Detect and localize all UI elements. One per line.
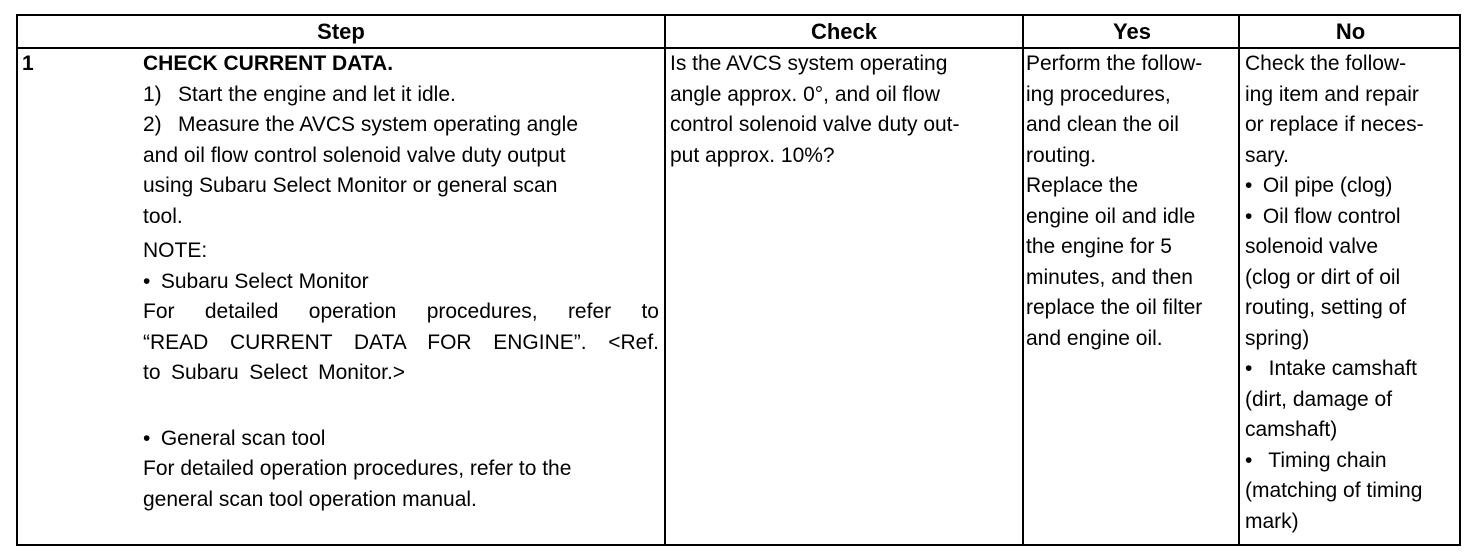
header-check: Check	[810, 19, 878, 44]
no-line: • Timing chain	[1245, 448, 1387, 472]
step-line: and oil flow control solenoid valve duty output	[143, 143, 566, 167]
step-number: 1	[22, 52, 34, 75]
column-divider	[1238, 16, 1240, 544]
yes-line: replace the oil filter	[1026, 296, 1203, 319]
no-line: • Oil flow control	[1245, 204, 1401, 228]
header-step: Step	[317, 19, 365, 44]
step-line: tool.	[143, 204, 183, 228]
no-line: camshaft)	[1245, 418, 1338, 441]
header-no: No	[1335, 19, 1366, 44]
bullet-item: • General scan tool	[143, 426, 326, 450]
step-line: 2) Measure the AVCS system operating angle	[143, 113, 579, 136]
check-line: angle approx. 0°, and oil flow	[670, 82, 940, 106]
step-line: general scan tool operation manual.	[143, 487, 477, 511]
column-divider	[664, 16, 666, 544]
yes-line: routing.	[1026, 143, 1097, 167]
no-line: or replace if neces-	[1245, 113, 1424, 136]
no-line: spring)	[1245, 326, 1310, 350]
check-cell	[670, 49, 1018, 171]
step-line: “READ CURRENT DATA FOR ENGINE”. <Ref.	[143, 330, 659, 354]
step-line: to Subaru Select Monitor.>	[143, 361, 406, 384]
no-line: • Oil pipe (clog)	[1245, 174, 1393, 197]
no-line: routing, setting of	[1245, 296, 1407, 319]
header-yes: Yes	[1113, 19, 1151, 44]
step-line: using Subaru Select Monitor or general scan	[143, 174, 558, 197]
yes-line: and clean the oil	[1026, 113, 1179, 136]
no-line: (matching of timing	[1245, 479, 1423, 502]
no-line: Check the follow-	[1245, 52, 1407, 75]
yes-line: and engine oil.	[1026, 326, 1163, 350]
note-label: NOTE:	[143, 239, 208, 262]
no-line: sary.	[1245, 143, 1289, 167]
no-line: • Intake camshaft	[1245, 357, 1417, 380]
yes-cell	[1026, 49, 1236, 354]
table-header	[18, 16, 1459, 49]
procedure-table	[16, 14, 1461, 546]
check-line: Is the AVCS system operating	[670, 52, 948, 75]
yes-line: the engine for 5	[1026, 235, 1172, 258]
no-line: ing item and repair	[1245, 82, 1419, 106]
no-line: (dirt, damage of	[1245, 387, 1393, 411]
step-title: CHECK CURRENT DATA.	[143, 52, 394, 75]
yes-line: ing procedures,	[1026, 82, 1171, 106]
check-line: control solenoid valve duty out-	[670, 113, 960, 136]
yes-line: minutes, and then	[1026, 265, 1193, 289]
column-divider	[1022, 16, 1024, 544]
step-line: For detailed operation procedures, refer to the	[143, 457, 572, 480]
step-line: 1) Start the engine and let it idle.	[143, 82, 456, 106]
yes-line: Perform the follow-	[1026, 52, 1203, 75]
no-line: (clog or dirt of oil	[1245, 265, 1401, 289]
no-line: solenoid valve	[1245, 235, 1379, 258]
yes-line: Replace the	[1026, 174, 1139, 197]
bullet-item: • Subaru Select Monitor	[143, 269, 369, 293]
check-line: put approx. 10%?	[670, 143, 835, 167]
step-line: For detailed operation procedures, refer to	[143, 300, 659, 323]
step-cell	[143, 49, 659, 515]
no-cell	[1245, 49, 1459, 537]
yes-line: engine oil and idle	[1026, 204, 1196, 228]
no-line: mark)	[1245, 509, 1299, 533]
